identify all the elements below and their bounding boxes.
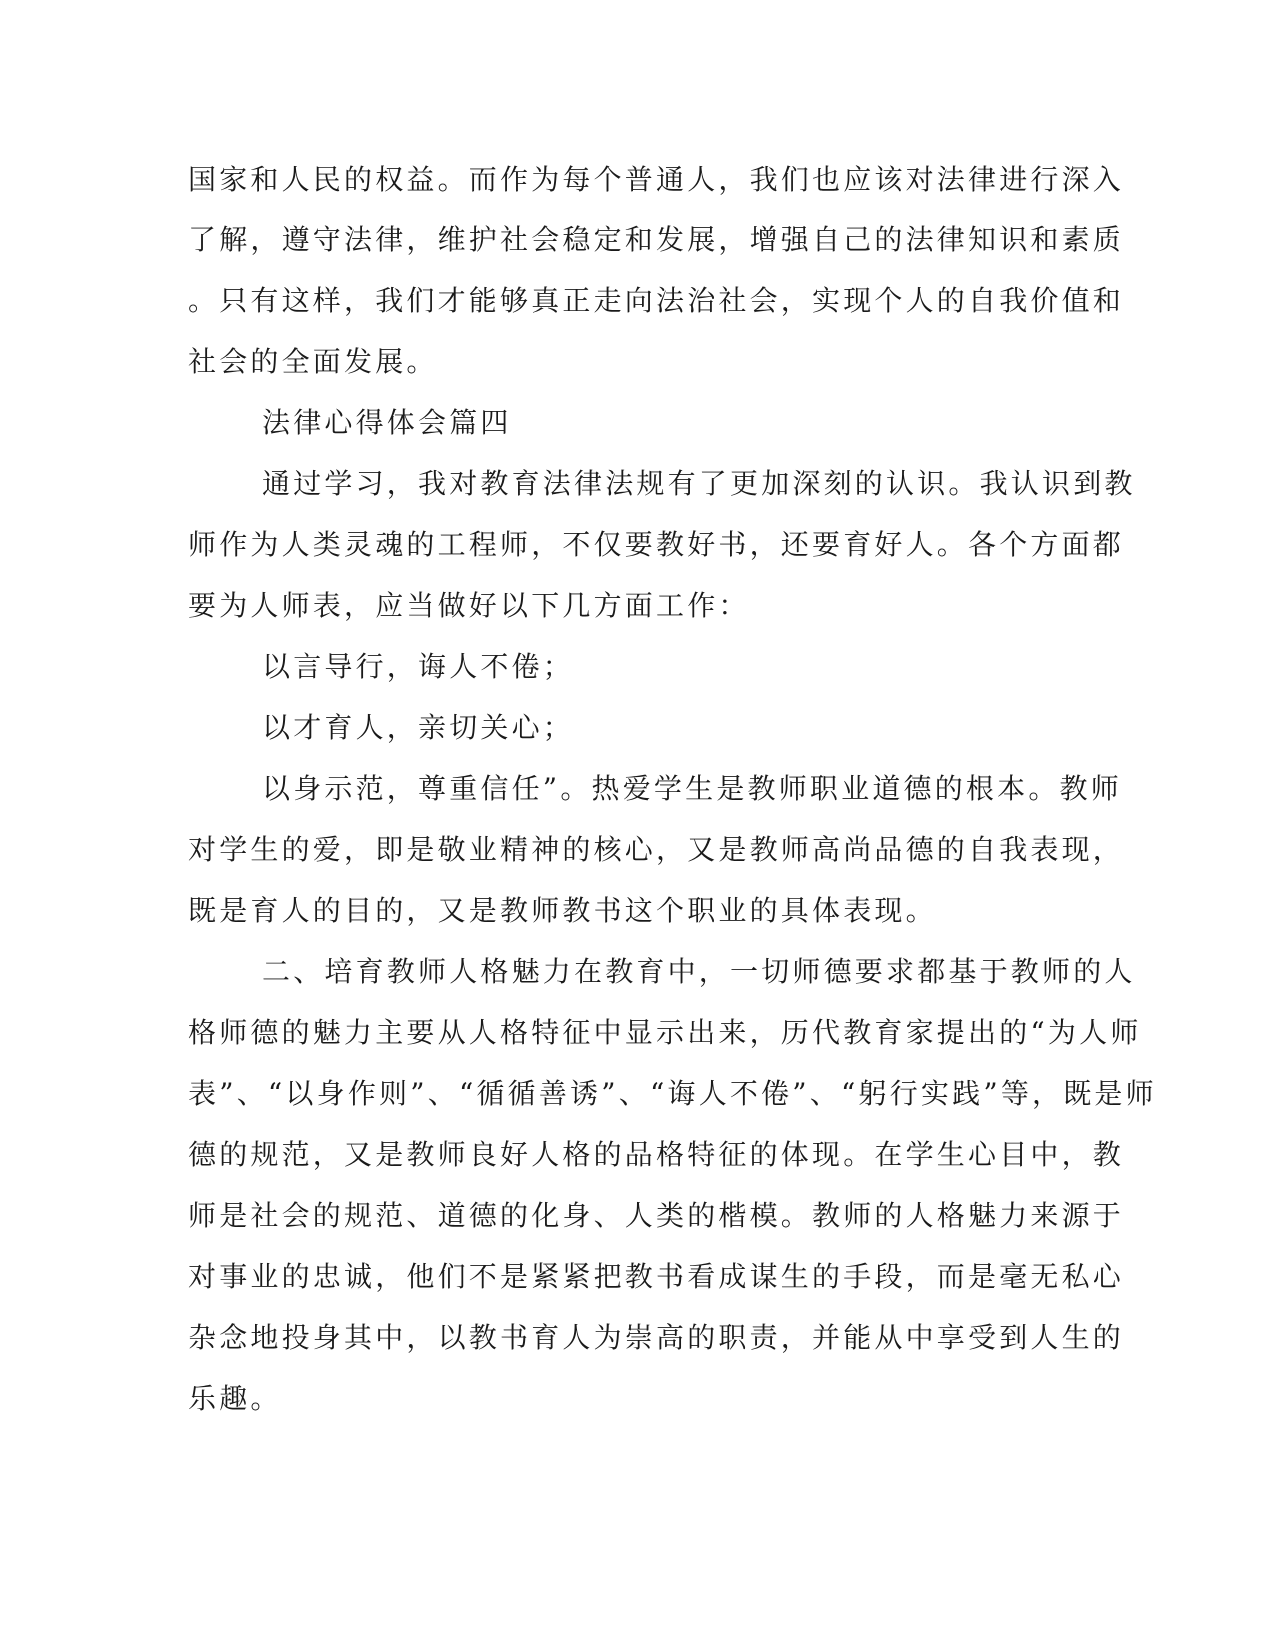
text-line: 。只有这样，我们才能够真正走向法治社会，实现个人的自我价值和 — [188, 284, 1125, 317]
text-line: 通过学习，我对教育法律法规有了更加深刻的认识。我认识到教 — [262, 467, 1136, 500]
text-line: 对事业的忠诚，他们不是紧紧把教书看成谋生的手段，而是毫无私心 — [188, 1260, 1125, 1293]
text-line: 师作为人类灵魂的工程师，不仅要教好书，还要育好人。各个方面都 — [188, 528, 1125, 561]
text-line: 师是社会的规范、道德的化身、人类的楷模。教师的人格魅力来源于 — [188, 1199, 1125, 1232]
text-line: 以言导行，诲人不倦； — [262, 650, 575, 683]
text-line: 以身示范，尊重信任”。热爱学生是教师职业道德的根本。教师 — [262, 772, 1122, 805]
text-line: 了解，遵守法律，维护社会稳定和发展，增强自己的法律知识和素质 — [188, 223, 1125, 256]
text-line: 社会的全面发展。 — [188, 345, 438, 378]
text-line: 乐趣。 — [188, 1382, 282, 1415]
text-line: 国家和人民的权益。而作为每个普通人，我们也应该对法律进行深入 — [188, 163, 1125, 196]
text-line: 表”、“以身作则”、“循循善诱”、“诲人不倦”、“躬行实践”等，既是师 — [188, 1077, 1157, 1110]
text-line: 要为人师表，应当做好以下几方面工作： — [188, 589, 750, 622]
text-line: 二、培育教师人格魅力在教育中，一切师德要求都基于教师的人 — [262, 955, 1136, 988]
text-line: 既是育人的目的，又是教师教书这个职业的具体表现。 — [188, 894, 937, 927]
section-heading: 法律心得体会篇四 — [262, 406, 512, 439]
text-line: 格师德的魅力主要从人格特征中显示出来，历代教育家提出的“为人师 — [188, 1016, 1142, 1049]
text-line: 德的规范，又是教师良好人格的品格特征的体现。在学生心目中，教 — [188, 1138, 1125, 1171]
text-line: 杂念地投身其中，以教书育人为崇高的职责，并能从中享受到人生的 — [188, 1321, 1125, 1354]
text-line: 以才育人，亲切关心； — [262, 711, 575, 744]
text-line: 对学生的爱，即是敬业精神的核心，又是教师高尚品德的自我表现， — [188, 833, 1125, 866]
